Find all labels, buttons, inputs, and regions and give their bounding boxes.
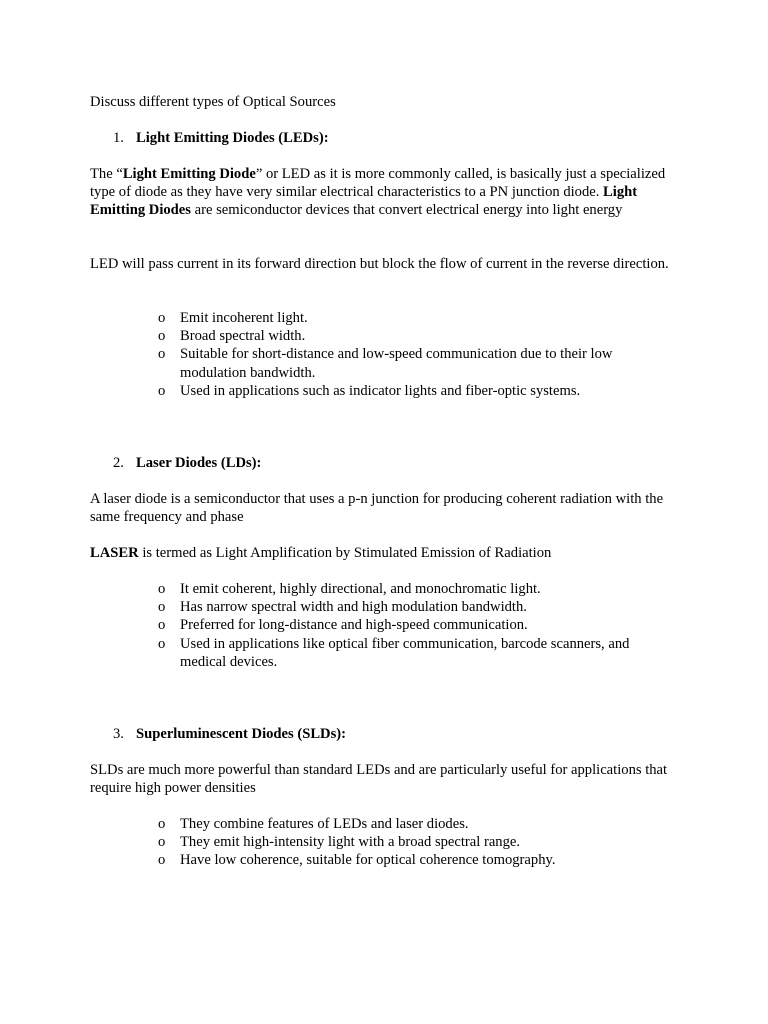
list-item-text: It emit coherent, highly directional, and monochromatic light. bbox=[180, 581, 541, 597]
list-item bbox=[158, 851, 678, 869]
text-run: The “ bbox=[90, 166, 123, 182]
list-item bbox=[158, 382, 678, 400]
bullet-marker: o bbox=[158, 346, 166, 363]
list-item bbox=[158, 309, 678, 327]
bullet-marker: o bbox=[158, 310, 166, 326]
led-definition-paragraph bbox=[90, 165, 690, 220]
laser-bullet-list bbox=[158, 580, 678, 671]
text-run: is termed as Light Amplification by Stimulated Emission of Radiation bbox=[138, 545, 552, 561]
bullet-marker: o bbox=[158, 581, 166, 597]
laser-definition-paragraph: A laser diode is a semiconductor that uses a p-n junction for producing coherent radiation with the same frequency and phase bbox=[90, 491, 664, 526]
list-item-text: Broad spectral width. bbox=[180, 328, 306, 345]
list-item-text: Preferred for long-distance and high-speed communication. bbox=[180, 617, 528, 634]
bullet-marker: o bbox=[158, 328, 166, 345]
section-number: 1. bbox=[113, 130, 124, 146]
document-title: Discuss different types of Optical Sources bbox=[90, 94, 336, 110]
bullet-marker: o bbox=[158, 816, 166, 832]
list-item-text: They combine features of LEDs and laser diodes. bbox=[180, 816, 469, 832]
section-heading-leds bbox=[113, 129, 329, 147]
list-item bbox=[158, 598, 678, 616]
bullet-marker: o bbox=[158, 635, 166, 652]
text-run: are semiconductor devices that convert electrical energy into light energy bbox=[190, 202, 623, 219]
list-item-text: Has narrow spectral width and high modulation bandwidth. bbox=[180, 599, 527, 616]
section-number: 3. bbox=[113, 726, 124, 742]
list-item bbox=[158, 635, 678, 671]
text-run: ” or LED as it is more commonly called, is basically just a specialized type of diode as they have very similar electrical characteristics to a PN junction diode. bbox=[90, 166, 666, 201]
bullet-marker: o bbox=[158, 382, 166, 399]
section-heading-laser-diodes bbox=[113, 454, 261, 472]
bold-term: Light Emitting Diodes bbox=[90, 184, 638, 219]
list-item-text: Have low coherence, suitable for optical coherence tomography. bbox=[180, 852, 556, 869]
led-bullet-list bbox=[158, 309, 678, 400]
bullet-marker: o bbox=[158, 617, 166, 634]
section-number: 2. bbox=[113, 455, 124, 471]
list-item-text: Used in applications like optical fiber communication, barcode scanners, and medical devices. bbox=[180, 635, 630, 670]
section-heading-slds bbox=[113, 725, 346, 743]
list-item bbox=[158, 616, 678, 634]
bullet-marker: o bbox=[158, 599, 166, 616]
bullet-marker: o bbox=[158, 834, 166, 851]
sld-definition-paragraph: SLDs are much more powerful than standard LEDs and are particularly useful for applications that require high power densities bbox=[90, 762, 668, 797]
sld-bullet-list bbox=[158, 815, 678, 870]
list-item-text: They emit high-intensity light with a broad spectral range. bbox=[180, 834, 521, 851]
list-item bbox=[158, 833, 678, 851]
list-item bbox=[158, 345, 678, 381]
laser-acronym-paragraph bbox=[90, 544, 690, 562]
list-item bbox=[158, 327, 678, 345]
list-item-text: Used in applications such as indicator lights and fiber-optic systems. bbox=[180, 382, 581, 399]
led-current-paragraph: LED will pass current in its forward direction but block the flow of current in the reverse direction. bbox=[90, 256, 669, 272]
section-heading-text: Laser Diodes (LDs): bbox=[136, 455, 262, 471]
section-heading-text: Superluminescent Diodes (SLDs): bbox=[136, 726, 346, 742]
list-item-text: Emit incoherent light. bbox=[180, 310, 308, 326]
list-item bbox=[158, 815, 678, 833]
list-item bbox=[158, 580, 678, 598]
bold-term: LASER bbox=[90, 545, 139, 561]
list-item-text: Suitable for short-distance and low-speed communication due to their low modulation bandwidth. bbox=[180, 346, 613, 381]
bullet-marker: o bbox=[158, 852, 166, 869]
section-heading-text: Light Emitting Diodes (LEDs): bbox=[136, 130, 329, 146]
bold-term: Light Emitting Diode bbox=[122, 166, 256, 182]
